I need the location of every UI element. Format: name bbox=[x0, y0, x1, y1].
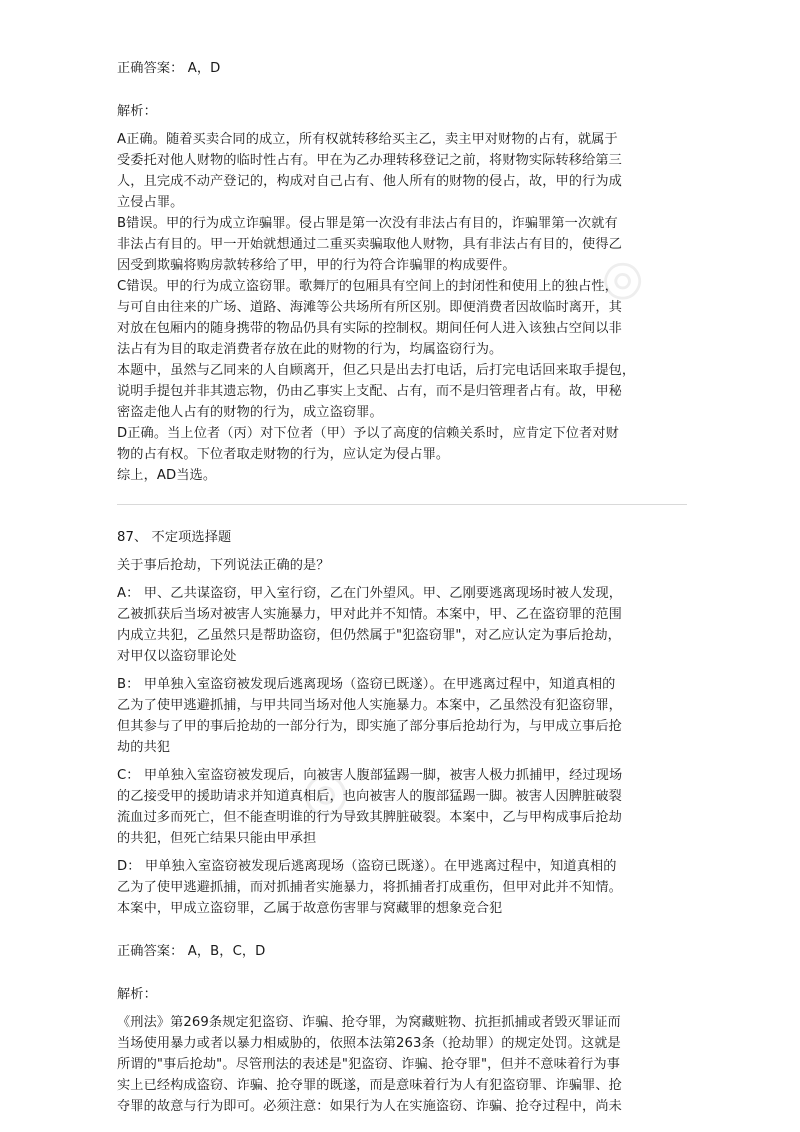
option-line: 的共犯，但死亡结果只能由甲承担 bbox=[117, 831, 317, 846]
option-line: 的乙接受甲的援助请求并知道真相后，也向被害人的腹部猛踢一脚。被害人因脾脏破裂 bbox=[117, 789, 622, 804]
watermark-logo: ◎ bbox=[589, 243, 653, 313]
answer-line-2: 正确答案： A，B，C，D bbox=[117, 944, 266, 959]
option-line: B： 甲单独入室盗窃被发现后逃离现场（盗窃已既遂）。在甲逃离过程中，知道真相的 bbox=[117, 677, 616, 692]
analysis-line: 人，且完成不动产登记的，构成对自己占有、他人所有的财物的侵占，故，甲的行为成 bbox=[117, 174, 622, 189]
question-header: 87、 不定项选择题 bbox=[117, 530, 232, 545]
option-c[interactable] bbox=[117, 765, 685, 849]
analysis-line: A正确。随着买卖合同的成立，所有权就转移给买主乙，卖主甲对财物的占有，就属于 bbox=[117, 132, 618, 147]
analysis-body-1 bbox=[117, 129, 685, 486]
option-line: 劫的共犯 bbox=[117, 740, 171, 755]
analysis-line: 受委托对他人财物的临时性占有。甲在为乙办理转移登记之前，将财物实际转移给第三 bbox=[117, 153, 622, 168]
analysis-body-2 bbox=[117, 1012, 685, 1117]
option-line: 内成立共犯，乙虽然只是帮助盗窃，但仍然属于"犯盗窃罪"，对乙应认定为事后抢劫， bbox=[117, 628, 621, 643]
analysis-line: 本题中，虽然与乙同来的人自顾离开，但乙只是出去打电话，后打完电话回来取手提包， bbox=[117, 363, 636, 378]
option-line: 乙被抓获后当场对被害人实施暴力，甲对此并不知情。本案中，甲、乙在盗窃罪的范围 bbox=[117, 607, 622, 622]
document-page bbox=[117, 58, 685, 1117]
option-b[interactable] bbox=[117, 674, 685, 758]
option-line: 但其参与了甲的事后抢劫的一部分行为，即实施了部分事后抢劫行为，与甲成立事后抢 bbox=[117, 719, 622, 734]
analysis-line: 《刑法》第269条规定犯盗窃、诈骗、抢夺罪，为窝藏赃物、抗拒抓捕或者毁灭罪证而 bbox=[117, 1015, 621, 1030]
option-line: 对甲仅以盗窃罪论处 bbox=[117, 649, 237, 664]
analysis-line: 实上已经构成盗窃、诈骗、抢夺罪的既遂，而是意味着行为人有犯盗窃罪、诈骗罪、抢 bbox=[117, 1078, 622, 1093]
analysis-line: 密盗走他人占有的财物的行为，成立盗窃罪。 bbox=[117, 405, 383, 420]
option-line: C： 甲单独入室盗窃被发现后，向被害人腹部猛踢一脚，被害人极力抓捕甲，经过现场 bbox=[117, 768, 623, 783]
analysis-line: B错误。甲的行为成立诈骗罪。侵占罪是第一次没有非法占有目的，诈骗罪第一次就有 bbox=[117, 216, 618, 231]
option-line: 乙为了使甲逃避抓捕，与甲共同当场对他人实施暴力。本案中，乙虽然没有犯盗窃罪， bbox=[117, 698, 622, 713]
analysis-line: 与可自由往来的广场、道路、海滩等公共场所有所区别。即便消费者因故临时离开，其 bbox=[117, 300, 622, 315]
analysis-line: 对放在包厢内的随身携带的物品仍具有实际的控制权。期间任何人进入该独占空间以非 bbox=[117, 321, 622, 336]
analysis-line: 物的占有权。下位者取走财物的行为，应认定为侵占罪。 bbox=[117, 447, 450, 462]
analysis-line: C错误。甲的行为成立盗窃罪。歌舞厅的包厢具有空间上的封闭性和使用上的独占性， bbox=[117, 279, 618, 294]
analysis-line: 综上，AD当选。 bbox=[117, 468, 217, 483]
analysis-line: D正确。当上位者（丙）对下位者（甲）予以了高度的信赖关系时，应肯定下位者对财 bbox=[117, 426, 619, 441]
option-d[interactable] bbox=[117, 856, 685, 919]
analysis-line: 非法占有目的。甲一开始就想通过二重买卖骗取他人财物，具有非法占有目的，使得乙 bbox=[117, 237, 622, 252]
analysis-line: 夺罪的故意与行为即可。必须注意：如果行为人在实施盗窃、诈骗、抢夺过程中，尚未 bbox=[117, 1099, 622, 1114]
option-line: 流血过多而死亡，但不能查明谁的行为导致其脾脏破裂。本案中，乙与甲构成事后抢劫 bbox=[117, 810, 622, 825]
question-stem: 关于事后抢劫，下列说法正确的是？ bbox=[117, 558, 330, 573]
section-divider bbox=[117, 504, 687, 505]
option-line: 本案中，甲成立盗窃罪，乙属于故意伤害罪与窝藏罪的想象竞合犯 bbox=[117, 901, 503, 916]
analysis-line: 当场使用暴力或者以暴力相威胁的，依照本法第263条（抢劫罪）的规定处罚。这就是 bbox=[117, 1036, 621, 1051]
analysis-line: 法占有为目的取走消费者存放在此的财物的行为，均属盗窃行为。 bbox=[117, 342, 503, 357]
watermark-logo: ◎ bbox=[287, 752, 360, 831]
analysis-line: 因受到欺骗将购房款转移给了甲，甲的行为符合诈骗罪的构成要件。 bbox=[117, 258, 516, 273]
analysis-label-2: 解析： bbox=[117, 987, 157, 1002]
analysis-line: 立侵占罪。 bbox=[117, 195, 184, 210]
analysis-line: 说明手提包并非其遗忘物，仍由乙事实上支配、占有，而不是归管理者占有。故，甲秘 bbox=[117, 384, 622, 399]
option-a[interactable] bbox=[117, 583, 685, 667]
option-line: D： 甲单独入室盗窃被发现后逃离现场（盗窃已既遂）。在甲逃离过程中，知道真相的 bbox=[117, 859, 617, 874]
option-line: A： 甲、乙共谋盗窃，甲入室行窃，乙在门外望风。甲、乙刚要逃离现场时被人发现， bbox=[117, 586, 623, 601]
answer-line-1: 正确答案： A，D bbox=[117, 61, 221, 76]
option-line: 乙为了使甲逃避抓捕，而对抓捕者实施暴力，将抓捕者打成重伤，但甲对此并不知情。 bbox=[117, 880, 622, 895]
analysis-line: 所谓的"事后抢劫"。尽管刑法的表述是"犯盗窃、诈骗、抢夺罪"，但并不意味着行为事 bbox=[117, 1057, 621, 1072]
analysis-label-1: 解析： bbox=[117, 104, 157, 119]
